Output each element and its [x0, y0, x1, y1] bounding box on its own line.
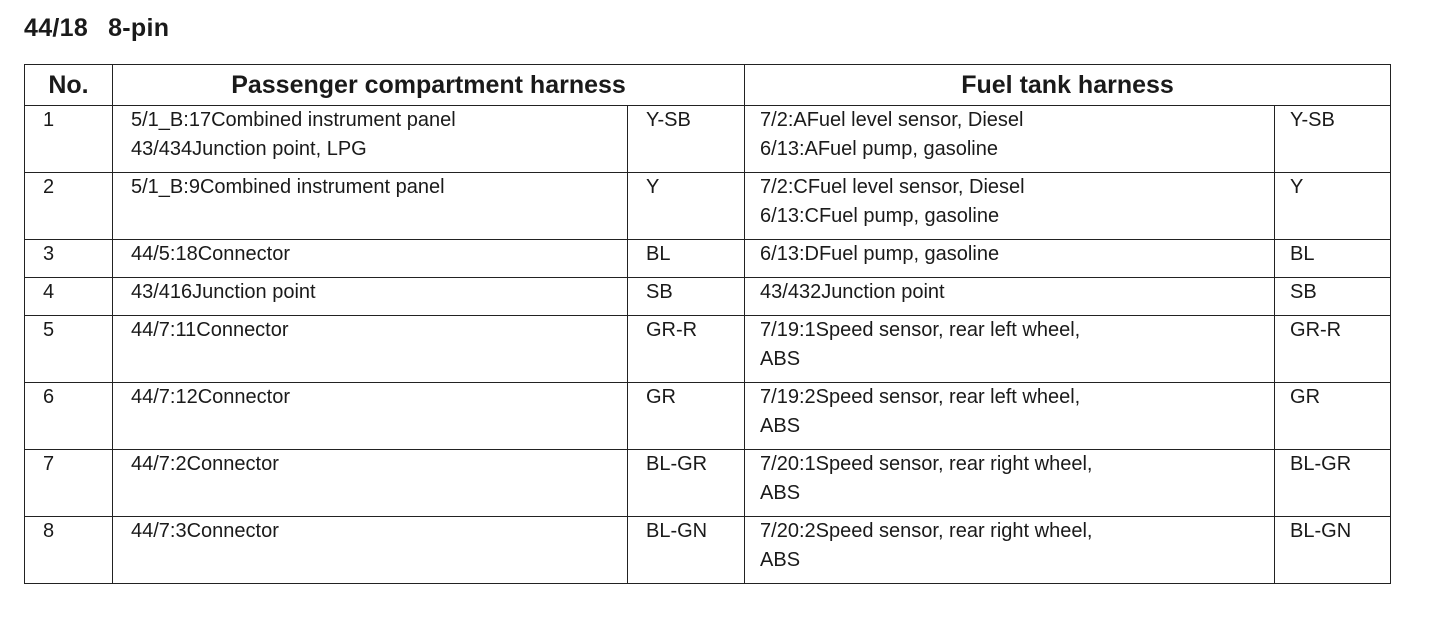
- passenger-connection: [113, 106, 628, 173]
- component-id: 6/13:D: [760, 243, 819, 265]
- component-id: 44/7:2: [131, 453, 187, 475]
- passenger-wire-color: Y: [628, 173, 745, 240]
- component-id: ABS: [760, 549, 801, 571]
- fuel-tank-connection: [745, 450, 1275, 517]
- component-id: 6/13:C: [760, 205, 819, 227]
- passenger-wire-color: SB: [628, 278, 745, 316]
- component-id: 6/13:A: [760, 138, 818, 160]
- fuel-tank-connection: [745, 278, 1275, 316]
- component-id: 5/1_B:17: [131, 109, 212, 131]
- connection-line: [113, 240, 627, 269]
- component-description: Fuel pump, gasoline: [818, 243, 1000, 265]
- connection-line: [113, 278, 627, 307]
- passenger-wire-color: Y-SB: [628, 106, 745, 173]
- fuel-wire-color: BL-GR: [1275, 450, 1391, 517]
- component-description: Junction point, LPG: [192, 138, 367, 160]
- passenger-wire-color: BL-GR: [628, 450, 745, 517]
- pin-number: 3: [25, 240, 113, 278]
- connection-line: [745, 517, 1274, 546]
- table-row: [25, 278, 1391, 316]
- passenger-connection: [113, 316, 628, 383]
- pin-number: 2: [25, 173, 113, 240]
- component-id: ABS: [760, 415, 801, 437]
- connection-line: [745, 383, 1274, 412]
- fuel-tank-connection: [745, 383, 1275, 450]
- table-row: [25, 106, 1391, 173]
- component-description: Combined instrument panel: [211, 109, 456, 131]
- connection-line: [113, 383, 627, 412]
- component-description: Junction point: [821, 281, 945, 303]
- header-row: [25, 65, 1391, 106]
- fuel-wire-color: SB: [1275, 278, 1391, 316]
- table-row: [25, 240, 1391, 278]
- connection-line: [745, 345, 1274, 374]
- component-description: Connector: [196, 319, 289, 341]
- component-id: 7/19:1: [760, 319, 816, 341]
- pin-number: 6: [25, 383, 113, 450]
- pin-number: 5: [25, 316, 113, 383]
- pin-number: 7: [25, 450, 113, 517]
- connection-line: [113, 450, 627, 479]
- pin-number: 4: [25, 278, 113, 316]
- component-id: 44/7:11: [131, 319, 197, 341]
- fuel-wire-color: BL-GN: [1275, 517, 1391, 584]
- fuel-tank-connection: [745, 106, 1275, 173]
- passenger-wire-color: GR-R: [628, 316, 745, 383]
- passenger-wire-color: GR: [628, 383, 745, 450]
- component-description: Connector: [197, 243, 291, 265]
- connection-line: [113, 106, 627, 135]
- component-description: Speed sensor, rear left wheel,: [815, 319, 1081, 341]
- component-description: Speed sensor, rear left wheel,: [815, 386, 1081, 408]
- table-row: [25, 517, 1391, 584]
- connection-line: [745, 278, 1274, 307]
- pin-count: 8-pin: [108, 14, 170, 42]
- component-id: ABS: [760, 482, 801, 504]
- connection-line: [745, 450, 1274, 479]
- fuel-tank-connection: [745, 316, 1275, 383]
- component-description: Fuel level sensor, Diesel: [806, 109, 1024, 131]
- fuel-wire-color: Y-SB: [1275, 106, 1391, 173]
- connection-line: [113, 316, 627, 345]
- connection-line: [113, 173, 627, 202]
- component-id: 7/2:A: [760, 109, 807, 131]
- passenger-connection: [113, 383, 628, 450]
- connection-line: [113, 135, 627, 164]
- header-no: No.: [25, 65, 113, 106]
- connection-line: [745, 412, 1274, 441]
- fuel-tank-connection: [745, 240, 1275, 278]
- component-id: 7/2:C: [760, 176, 808, 198]
- component-description: Junction point: [192, 281, 316, 303]
- component-description: Speed sensor, rear right wheel,: [815, 453, 1093, 475]
- connection-line: [113, 517, 627, 546]
- connection-line: [745, 202, 1274, 231]
- component-description: Speed sensor, rear right wheel,: [815, 520, 1093, 542]
- pin-number: 8: [25, 517, 113, 584]
- connection-line: [745, 240, 1274, 269]
- fuel-wire-color: GR-R: [1275, 316, 1391, 383]
- passenger-connection: [113, 450, 628, 517]
- page-title: [24, 14, 169, 43]
- connection-line: [745, 316, 1274, 345]
- table-row: [25, 173, 1391, 240]
- component-description: Connector: [197, 386, 291, 408]
- fuel-tank-connection: [745, 173, 1275, 240]
- header-passenger-harness: Passenger compartment harness: [113, 65, 745, 106]
- component-id: 43/416: [131, 281, 193, 303]
- component-id: ABS: [760, 348, 801, 370]
- component-description: Connector: [186, 520, 279, 542]
- table-row: [25, 450, 1391, 517]
- fuel-wire-color: GR: [1275, 383, 1391, 450]
- component-description: Connector: [186, 453, 279, 475]
- passenger-connection: [113, 240, 628, 278]
- component-id: 43/432: [760, 281, 822, 303]
- table-row: [25, 383, 1391, 450]
- fuel-tank-connection: [745, 517, 1275, 584]
- component-description: Combined instrument panel: [199, 176, 445, 198]
- passenger-wire-color: BL: [628, 240, 745, 278]
- passenger-connection: [113, 517, 628, 584]
- component-id: 44/7:12: [131, 386, 198, 408]
- connection-line: [745, 106, 1274, 135]
- component-id: 43/434: [131, 138, 193, 160]
- pinout-table: [24, 64, 1391, 584]
- component-id: 44/5:18: [131, 243, 198, 265]
- connection-line: [745, 135, 1274, 164]
- connection-line: [745, 479, 1274, 508]
- fuel-wire-color: Y: [1275, 173, 1391, 240]
- header-fuel-tank-harness: Fuel tank harness: [745, 65, 1391, 106]
- component-description: Fuel pump, gasoline: [817, 138, 998, 160]
- passenger-connection: [113, 173, 628, 240]
- pin-number: 1: [25, 106, 113, 173]
- table-row: [25, 316, 1391, 383]
- passenger-wire-color: BL-GN: [628, 517, 745, 584]
- component-id: 7/20:2: [760, 520, 816, 542]
- fuel-wire-color: BL: [1275, 240, 1391, 278]
- passenger-connection: [113, 278, 628, 316]
- connector-id: 44/18: [24, 14, 89, 42]
- connection-line: [745, 173, 1274, 202]
- connection-line: [745, 546, 1274, 575]
- component-id: 7/19:2: [760, 386, 816, 408]
- component-id: 44/7:3: [131, 520, 187, 542]
- component-description: Fuel level sensor, Diesel: [807, 176, 1025, 198]
- component-description: Fuel pump, gasoline: [818, 205, 1000, 227]
- component-id: 7/20:1: [760, 453, 816, 475]
- component-id: 5/1_B:9: [131, 176, 200, 198]
